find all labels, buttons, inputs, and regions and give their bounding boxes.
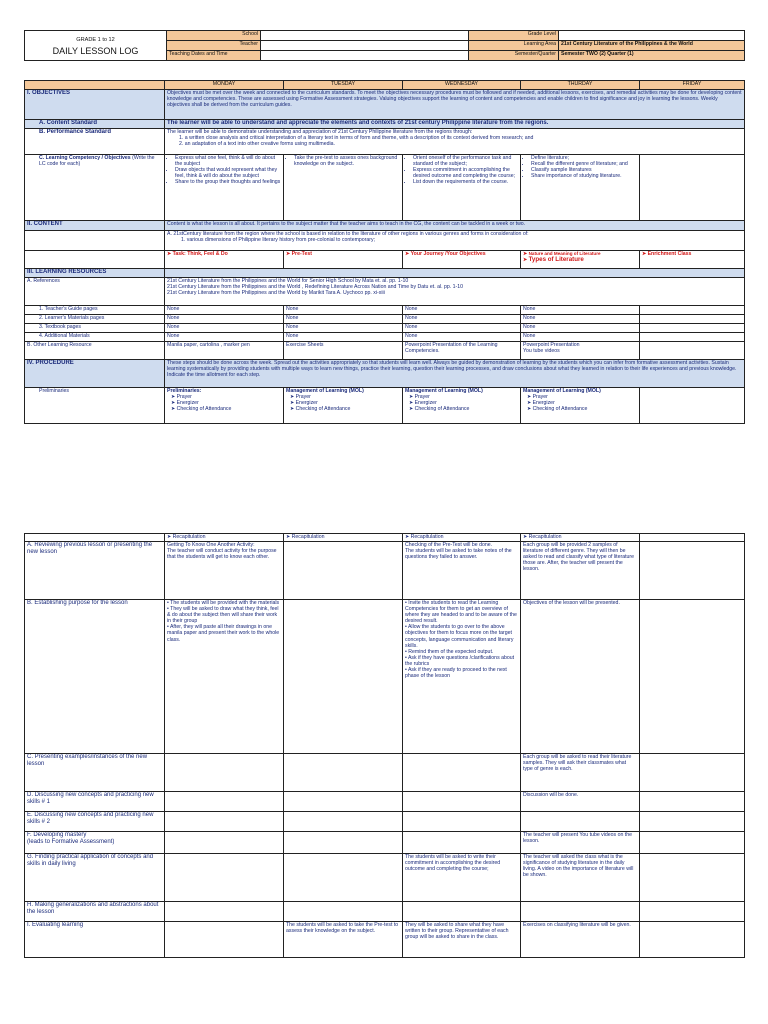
list-item: ➤ Energizer [171, 400, 281, 406]
step-a-thursday: Each group will be provided 2 samples of literature of different genre. They will then be asked to read and classify what type of literature those are. After, the teacher will present the lesson. [521, 542, 640, 600]
tb-tuesday: None [284, 324, 403, 333]
topic-label: ➤ Pre-Test [286, 251, 400, 257]
learning-area-label: Learning Area [469, 41, 559, 51]
procedure-intro: These steps should be done across the week. Spread out the activities appropriately so that students will learn well. Always be guided by demonstration of learning by the students which you can infer from formative assessment activities. Sustain learning systematically by providing students with multiple ways to learn new things, practice their learning, question their learning processes, and draw conclusions about what they learned in relation to their life experiences and previous knowledge. Indicate the time allotment for each step. [165, 360, 745, 388]
list-item: ➤ Checking of Attendance [171, 406, 281, 412]
topics-blank [25, 251, 165, 269]
recap-monday [165, 534, 284, 542]
list-item: • Orient oneself of the performance task and standard of the subject; [413, 155, 518, 167]
tb-friday [640, 324, 745, 333]
competency-tuesday [284, 155, 403, 221]
list-item: • Classify sample literatures [531, 167, 637, 173]
step-a-wednesday: Checking of the Pre-Test will be done. The students will be asked to take notes of the questions they failed to answer. [403, 542, 521, 600]
references-label: A. References [25, 278, 165, 306]
semester-value: Semester TWO (2) Quarter (1) [559, 51, 745, 61]
objectives-text: Objectives must be met over the week and connected to the curriculum standards. To meet the objectives necessary procedures must be followed and if needed, additional lessons, exercises, and remedial activities may be done for developing content knowledge and competencies. These are assessed using Formative Assessment strategies. Valuing objectives support the learning of content and competencies and enable children to find significance and joy in learning the lessons. Weekly objectives shall be derived from the curriculum guides. [165, 90, 745, 120]
topic-thursday [521, 251, 640, 269]
other-monday: Manila paper, cartolina , marker pen [165, 342, 284, 360]
page-title: DAILY LESSON LOG [52, 45, 139, 56]
prelim-heading: Management of Learning (MOL) [405, 388, 483, 394]
step-f-friday [640, 832, 745, 854]
competency-note: (Write the LC code for each) [39, 155, 155, 168]
step-a-friday [640, 542, 745, 600]
list-item: • Draw objects that would represent what they feel, think & will do about the subject [175, 167, 281, 179]
topic-label: ➤ Enrichment Class [642, 251, 742, 257]
step-d-wednesday [403, 792, 521, 812]
dates-label: Teaching Dates and Time [167, 51, 261, 61]
am-friday [640, 333, 745, 342]
step-b-tuesday [284, 600, 403, 754]
step-d-monday [165, 792, 284, 812]
content-a-item: 1. various dimensions of Philippine literary history from pre-colonial to contemporary; [181, 237, 376, 244]
prelim-friday [640, 388, 745, 424]
am-tuesday: None [284, 333, 403, 342]
topic-wednesday [403, 251, 521, 269]
list-item: ➤ Prayer [290, 394, 400, 400]
content-standard-label: A. Content Standard [25, 120, 165, 129]
step-c-tuesday [284, 754, 403, 792]
topic-friday [640, 251, 745, 269]
prelim-monday [165, 388, 284, 424]
step-h-friday [640, 902, 745, 922]
performance-standard-label: B. Performance Standard [25, 129, 165, 155]
day-thursday: THURDAY [521, 81, 640, 90]
step-h-label: H. Making generalizations and abstractions about the lesson [25, 902, 165, 922]
list-item: ➤ Energizer [409, 400, 518, 406]
procedure-label: IV. PROCEDURE [25, 360, 165, 388]
header-title-cell [25, 31, 167, 61]
prelim-tuesday [284, 388, 403, 424]
other-thursday-2: You tube videos [523, 348, 560, 355]
competency-label: C. Learning Competency / Objectives [39, 155, 131, 161]
list-item: ➤ Recapitulation [167, 534, 281, 540]
step-b-monday: • The students will be provided with the materials • They will be asked to draw what they think, feel & do about the subject then will share their work in their group • After, they will paste all their drawings in one manila paper and present their work to the whole class. [165, 600, 284, 754]
other-wednesday: Powerpoint Presentation of the Learning Competencies. [403, 342, 521, 360]
content-intro: Content is what the lesson is all about. It pertains to the subject matter that the teacher aims to teach in the CG, the content can be tackled in a week or two. [165, 221, 745, 231]
tg-monday: None [165, 306, 284, 315]
step-d-label: D. Discussing new concepts and practicing new skills # 1 [25, 792, 165, 812]
lesson-table-page1 [24, 80, 745, 424]
list-item: • Express commitment in accomplishing the desired outcome and completing the course; [413, 167, 518, 179]
step-e-label: E. Discussing new concepts and practicing new skills # 2 [25, 812, 165, 832]
content-a-cell [165, 231, 745, 251]
step-c-wednesday [403, 754, 521, 792]
other-thursday [521, 342, 640, 360]
other-resource-label: B. Other Learning Resource [25, 342, 165, 360]
list-item: • Take the pre-test to assess ones background knowledge on the subject. [294, 155, 400, 167]
prelim-heading: Preliminaries: [167, 388, 202, 394]
reference-item: 21st Century Literature from the Philippines and the World , Redefining Literature Across Nation and Time by Datu et. al. pp. 1-10 [167, 284, 464, 291]
list-item: ➤ Checking of Attendance [527, 406, 637, 412]
performance-standard-cell [165, 129, 745, 155]
prelim-wednesday [403, 388, 521, 424]
reference-item: 21st Century Literature from the Philippines and the World by Marikit Tara A. Uychoco pp. xi-xiii [167, 290, 385, 297]
content-a-blank [25, 231, 165, 251]
content-a-text: A. 21stCentury literature from the region where the school is based in relation to the literature of other regions in various genres and forms in consideration of: [167, 231, 529, 237]
step-i-friday [640, 922, 745, 958]
step-g-friday [640, 854, 745, 902]
step-f-tuesday [284, 832, 403, 854]
prelim-heading: Management of Learning (MOL) [523, 388, 601, 394]
tg-friday [640, 306, 745, 315]
am-wednesday: None [403, 333, 521, 342]
am-monday: None [165, 333, 284, 342]
day-tuesday: TUESDAY [284, 81, 403, 90]
list-item: ➤ Recapitulation [286, 534, 400, 540]
performance-item-2: 2. an adaptation of a text into other creative forms using multimedia. [179, 141, 335, 148]
list-item: ➤ Energizer [290, 400, 400, 406]
lesson-table-page2 [24, 533, 745, 958]
preliminaries-label: Preliminaries [25, 388, 165, 424]
other-thursday-1: Powerpoint Presentation [523, 342, 580, 348]
lm-tuesday: None [284, 315, 403, 324]
competency-label-cell [25, 155, 165, 221]
list-item: ➤ Recapitulation [523, 534, 637, 540]
step-h-tuesday [284, 902, 403, 922]
list-item: ➤ Prayer [527, 394, 637, 400]
step-a-label: A. Reviewing previous lesson or presenting the new lesson [25, 542, 165, 600]
list-item: ➤ Checking of Attendance [290, 406, 400, 412]
competency-friday [640, 155, 745, 221]
step-i-monday [165, 922, 284, 958]
recap-friday [640, 534, 745, 542]
competency-monday [165, 155, 284, 221]
lm-monday: None [165, 315, 284, 324]
step-h-thursday [521, 902, 640, 922]
resources-label: III. LEARNING RESOURCES [25, 269, 165, 278]
topic-tuesday [284, 251, 403, 269]
step-b-wednesday: • Invite the students to read the Learning Competencies for them to get an overview of where they are headed to and to be aware of the desired result. • Allow the students to go over to the above objectives for them to focus more on the target concepts, language communication and literary skills. • Remind them of the expected output. • Ask if they have questions /clarifications about the rubrics • Ask if they are ready to proceed to the next phase of the lesson [403, 600, 521, 754]
step-g-monday [165, 854, 284, 902]
school-value[interactable] [261, 31, 469, 41]
lm-friday [640, 315, 745, 324]
resources-blank [165, 269, 745, 278]
day-wednesday: WEDNESDAY [403, 81, 521, 90]
am-label: 4. Additional Materials [25, 333, 165, 342]
performance-standard-text: The learner will be able to demonstrate understanding and appreciation of 21st Century Philippine literature from the regions through: [167, 129, 473, 135]
step-h-monday [165, 902, 284, 922]
step-e-tuesday [284, 812, 403, 832]
list-item: ➤ Prayer [171, 394, 281, 400]
tg-wednesday: None [403, 306, 521, 315]
step-b-label: B. Establishing purpose for the lesson [25, 600, 165, 754]
day-friday: FRIDAY [640, 81, 745, 90]
step-b-thursday: Objectives of the lesson will be presented. [521, 600, 640, 754]
lm-wednesday: None [403, 315, 521, 324]
topic-monday [165, 251, 284, 269]
reference-item: 21st Century Literature from the Philippines and the World for Senior High School by Mata et. al. pp. 1-10 [167, 278, 409, 284]
step-e-monday [165, 812, 284, 832]
learning-area-value: 21st Century Literature of the Philippines & the World [559, 41, 745, 51]
teacher-label: Teacher [167, 41, 261, 51]
topic-label: ➤ Your Journey /Your Objectives [405, 251, 518, 257]
step-e-friday [640, 812, 745, 832]
step-i-tuesday: The students will be asked to take the Pre-test to assess their knowledge on the subject. [284, 922, 403, 958]
content-standard-text: The learner will be able to understand and appreciate the elements and contexts of 21st century Philippine literature from the regions. [165, 120, 745, 129]
other-tuesday: Exercise Sheets [284, 342, 403, 360]
step-g-wednesday: The students will be asked to write their commitment in accomplishing the desired outcome and completing the course; [403, 854, 521, 902]
objectives-label: I. OBJECTIVES [25, 90, 165, 120]
topic-label: ➤ Nature and Meaning of Literature [523, 251, 637, 257]
competency-thursday [521, 155, 640, 221]
school-label: School [167, 31, 261, 41]
step-d-thursday: Discussion will be done. [521, 792, 640, 812]
list-item: • Share importance of studying literature. [531, 173, 637, 179]
step-a-tuesday [284, 542, 403, 600]
step-d-friday [640, 792, 745, 812]
corner-cell [25, 81, 165, 90]
lm-label: 2. Learner's Materials pages [25, 315, 165, 324]
step-c-monday [165, 754, 284, 792]
step-g-label: G. Finding practical application of concepts and skills in daily living [25, 854, 165, 902]
list-item: ➤ Energizer [527, 400, 637, 406]
list-item: ➤ Recapitulation [405, 534, 518, 540]
recap-blank [25, 534, 165, 542]
topic-label: ➤ Task: Think, Feel & Do [167, 251, 281, 257]
teacher-value[interactable] [261, 41, 469, 51]
recap-thursday [521, 534, 640, 542]
step-f-wednesday [403, 832, 521, 854]
prelim-heading: Management of Learning (MOL) [286, 388, 364, 394]
step-b-friday [640, 600, 745, 754]
references-cell [165, 278, 745, 306]
tb-monday: None [165, 324, 284, 333]
grade-level-label: Grade Level [469, 31, 559, 41]
header-table [24, 30, 745, 61]
grade-level-value[interactable] [559, 31, 745, 41]
step-a-monday: Getting To Know One Another Activity: The teacher will conduct activity for the purpose that the students will get to know each other. [165, 542, 284, 600]
am-thursday: None [521, 333, 640, 342]
tb-wednesday: None [403, 324, 521, 333]
other-friday [640, 342, 745, 360]
topic-label: ➤ Types of Literature [523, 257, 637, 263]
list-item: • Define literature; [531, 155, 637, 161]
tg-tuesday: None [284, 306, 403, 315]
step-i-label: I. Evaluating learning [25, 922, 165, 958]
list-item: • List down the requirements of the course. [413, 179, 518, 185]
day-monday: MONDAY [165, 81, 284, 90]
step-f-thursday: The teacher will present You tube videos on the lesson. [521, 832, 640, 854]
step-g-tuesday [284, 854, 403, 902]
tg-label: 1. Teacher's Guide pages [25, 306, 165, 315]
recap-wednesday [403, 534, 521, 542]
step-c-thursday: Each group will be asked to read their literature samples. They will ask their classmates what type of genre is each. [521, 754, 640, 792]
list-item: • Share to the group their thoughts and feelings [175, 179, 281, 185]
tb-label: 3. Textbook pages [25, 324, 165, 333]
step-i-thursday: Exercises on classifying literature will be given. [521, 922, 640, 958]
step-i-wednesday: They will be asked to share what they have written to their group. Representative of each group will be asked to share in the class. [403, 922, 521, 958]
dates-value[interactable] [261, 51, 469, 61]
tg-thursday: None [521, 306, 640, 315]
competency-wednesday [403, 155, 521, 221]
prelim-thursday [521, 388, 640, 424]
step-f-label: F. Developing mastery (leads to Formative Assessment) [25, 832, 165, 854]
step-c-label: C. Presenting examples/instances of the new lesson [25, 754, 165, 792]
step-e-thursday [521, 812, 640, 832]
list-item: ➤ Prayer [409, 394, 518, 400]
step-f-monday [165, 832, 284, 854]
list-item: ➤ Checking of Attendance [409, 406, 518, 412]
tb-thursday: None [521, 324, 640, 333]
step-c-friday [640, 754, 745, 792]
content-label: II. CONTENT [25, 221, 165, 231]
list-item: • Express what one feel, think & will do about the subject [175, 155, 281, 167]
step-d-tuesday [284, 792, 403, 812]
list-item: • Recall the different genre of literature; and [531, 161, 637, 167]
performance-item-1: 1. a written close analysis and critical interpretation of a literary text in terms of form and theme, with a description of its context derived from research; and [179, 135, 534, 142]
step-h-wednesday [403, 902, 521, 922]
step-g-thursday: The teacher will asked the class what is the significance of studying literature in the daily living. A video on the importance of literature will be shown. [521, 854, 640, 902]
step-e-wednesday [403, 812, 521, 832]
semester-label: Semester/Quarter [469, 51, 559, 61]
grade-range: GRADE 1 to 12 [76, 36, 115, 43]
lm-thursday: None [521, 315, 640, 324]
recap-tuesday [284, 534, 403, 542]
